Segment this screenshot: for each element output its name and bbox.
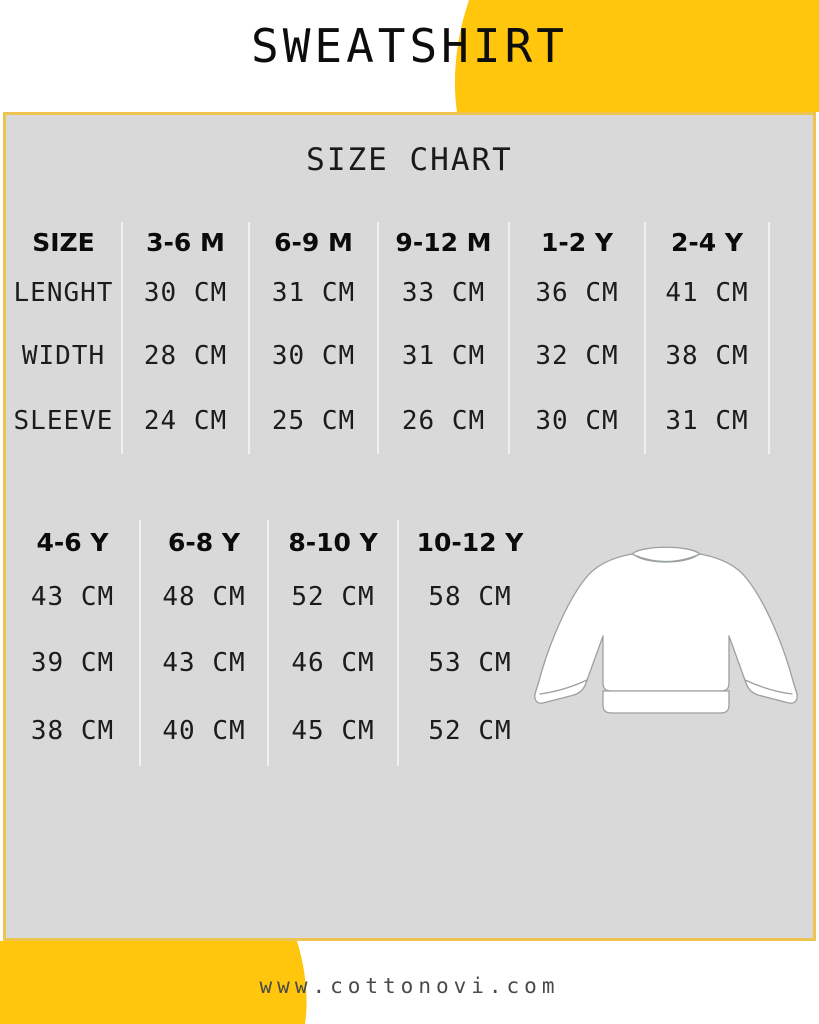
sweatshirt-illustration — [530, 541, 802, 721]
row-label: SLEEVE — [6, 388, 123, 454]
column-header: 3-6 M — [123, 222, 250, 262]
column-header: 1-2 Y — [510, 222, 646, 262]
table-value: 25 CM — [250, 388, 379, 454]
page-title: SWEATSHIRT — [251, 19, 568, 73]
website-url: www.cottonovi.com — [259, 974, 560, 998]
sweatshirt-body — [535, 554, 797, 703]
table-value: 45 CM — [269, 696, 399, 766]
table-value: 24 CM — [123, 388, 250, 454]
table-value: 43 CM — [6, 564, 141, 630]
size-table-infant — [6, 222, 770, 454]
column-header: 10-12 Y — [416, 527, 524, 557]
table-value: 26 CM — [379, 388, 510, 454]
table-value: 43 CM — [141, 630, 269, 696]
column-header: 4-6 Y — [6, 520, 141, 564]
table-value: 31 CM — [379, 324, 510, 388]
size-chart-panel — [3, 112, 816, 941]
table-value: 30 CM — [250, 324, 379, 388]
table-value: 53 CM — [428, 648, 512, 678]
table-value: 28 CM — [123, 324, 250, 388]
table-value: 40 CM — [141, 696, 269, 766]
hem-band — [603, 691, 729, 713]
table-value: 46 CM — [269, 630, 399, 696]
column-header: 9-12 M — [379, 222, 510, 262]
table-value: 39 CM — [6, 630, 141, 696]
table-value: 38 CM — [6, 696, 141, 766]
row-label: LENGHT — [6, 262, 123, 324]
row-label: WIDTH — [6, 324, 123, 388]
table-value: 41 CM — [646, 262, 770, 324]
table-value: 31 CM — [646, 388, 770, 454]
table-value: 31 CM — [250, 262, 379, 324]
column-header: 6-9 M — [250, 222, 379, 262]
column-header: 8-10 Y — [269, 520, 399, 564]
table-value: 30 CM — [510, 388, 646, 454]
table-value: 30 CM — [123, 262, 250, 324]
table-value: 33 CM — [379, 262, 510, 324]
table-value: 58 CM — [428, 582, 512, 612]
panel-heading: SIZE CHART — [306, 142, 513, 178]
table-value: 48 CM — [141, 564, 269, 630]
table-value: 32 CM — [510, 324, 646, 388]
column-header: SIZE — [6, 222, 123, 262]
column-header: 2-4 Y — [646, 222, 770, 262]
table-value: 52 CM — [269, 564, 399, 630]
column-header: 6-8 Y — [141, 520, 269, 564]
table-value: 36 CM — [510, 262, 646, 324]
size-table-youth — [6, 520, 541, 766]
table-value: 52 CM — [428, 716, 512, 746]
table-value: 38 CM — [646, 324, 770, 388]
